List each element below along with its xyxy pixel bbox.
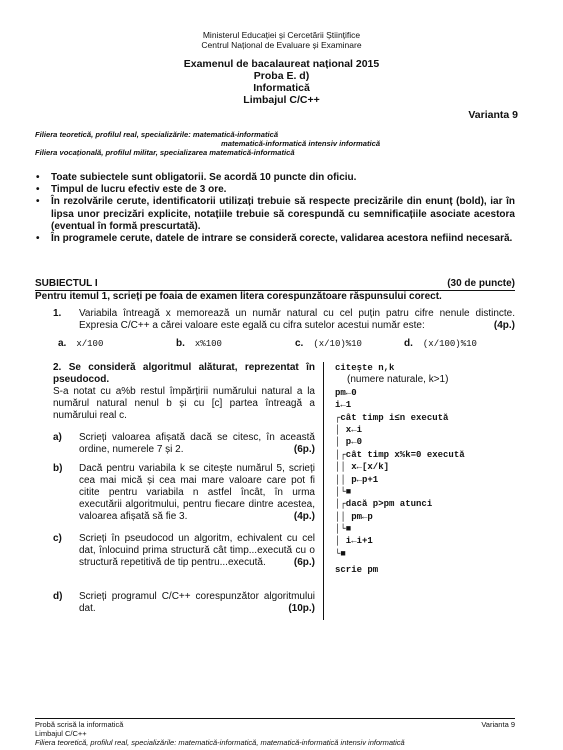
algo-line: i←1 xyxy=(335,400,352,411)
item-text: Dacă pentru variabila k se citește numărul 5, scrieți cea mai mică și cea mai mare valoare care pot fi citite pentru variabila n astfel încât, în urma executării algoritmului, pentru fiecare dintre acestea, valoarea afișată să fie 3. xyxy=(79,463,315,522)
algo-line: │└■ xyxy=(335,524,352,535)
option-code: x%100 xyxy=(194,339,222,349)
footer-line-2: Limbajul C/C++ xyxy=(35,729,87,738)
q1-option-c xyxy=(295,338,362,349)
filiera-line-2: matematică-informatică intensiv informatică xyxy=(221,139,381,149)
algo-line: │┌cât timp x%k=0 execută xyxy=(335,449,465,460)
q1-text: Variabila întreagă x memorează un număr natural cu cel puțin patru cifre nenule distincte. Expresia C/C++ a cărei valoare este egală cu cifra sutelor acestui număr este: xyxy=(79,308,515,331)
item-points: (10p.) xyxy=(288,603,315,614)
filiera-line-3: Filiera vocațională, profilul militar, specializarea matematică-informatică xyxy=(35,148,295,158)
algo-line: scrie pm xyxy=(335,565,379,576)
option-letter: a. xyxy=(58,338,67,349)
item-label: d) xyxy=(53,591,63,602)
algo-line: ││ x←[x/k] xyxy=(335,462,390,473)
rule-item: • În rezolvările cerute, identificatorii utilizați trebuie să respecte precizările din enunț (bold), iar în lipsa unor precizări explicite, notațiile trebuie să corespundă cu semnificațiile asociate acestora (eventual în formă prescurtată). xyxy=(35,196,515,233)
footer-line-3: Filiera teoretică, profilul real, specializările: matematică-informatică, matematică-informatică intensiv informatică xyxy=(35,738,405,747)
algo-line: │└■ xyxy=(335,486,352,497)
footer-divider xyxy=(35,718,515,719)
subject-title: SUBIECTUL I xyxy=(35,278,98,289)
algo-line: pm←0 xyxy=(335,387,357,398)
option-code: (x/100)%10 xyxy=(422,339,477,349)
variant-label: Varianta 9 xyxy=(468,109,518,121)
algo-line: │ i←i+1 xyxy=(335,536,373,547)
q2-item-a xyxy=(53,432,315,456)
rules-list xyxy=(35,172,515,245)
q2-item-b xyxy=(53,463,315,523)
exam-title-block xyxy=(0,58,563,106)
center-name: Centrul Național de Evaluare și Examinare xyxy=(201,40,362,50)
algo-line: (numere naturale, k>1) xyxy=(347,374,449,386)
rule-item: • Toate subiectele sunt obligatorii. Se acordă 10 puncte din oficiu. xyxy=(35,172,515,184)
exam-title: Examenul de bacalaureat național 2015 xyxy=(183,58,380,70)
algo-line: citește n,k xyxy=(335,363,395,373)
item-text: Scrieți valoarea afișată dacă se citesc, în această ordine, numerele 7 și 2. xyxy=(79,432,315,455)
option-letter: b. xyxy=(176,338,185,349)
algo-line: ││ p←p+1 xyxy=(335,474,379,485)
subject-heading xyxy=(35,278,515,291)
q2-intro-block xyxy=(53,362,315,422)
item-label: c) xyxy=(53,533,62,544)
algo-line: ┌cât timp i≤n execută xyxy=(335,412,449,423)
item-points: (6p.) xyxy=(293,444,315,455)
q1-option-b xyxy=(176,338,222,349)
exam-subject: Informatică xyxy=(253,82,310,94)
q1-points: (4p.) xyxy=(493,320,515,331)
footer-variant: Varianta 9 xyxy=(481,720,515,729)
item-points: (4p.) xyxy=(293,511,315,522)
q2-intro: S-a notat cu a%b restul împărțirii numărului natural a la numărul natural nenul b și cu [c] partea întreagă a numărului real c. xyxy=(53,386,315,421)
ministry-name: Ministerul Educației și Cercetării Științifice xyxy=(202,30,361,40)
ministry-header xyxy=(0,30,563,50)
item-label: a) xyxy=(53,432,62,443)
algo-line: │┌dacă p>pm atunci xyxy=(335,499,433,510)
q1-option-a xyxy=(58,338,103,349)
exam-proba: Proba E. d) xyxy=(253,70,310,82)
algo-line: └■ xyxy=(335,548,346,559)
option-letter: c. xyxy=(295,338,304,349)
rule-item: • În programele cerute, datele de intrare se consideră corecte, validarea acestora nefiind necesară. xyxy=(35,233,515,245)
algo-line: │ x←i xyxy=(335,424,363,435)
instruction: Pentru itemul 1, scrieți pe foaia de examen litera corespunzătoare răspunsului corect. xyxy=(35,291,442,302)
q2-heading: 2. Se consideră algoritmul alăturat, reprezentat în pseudocod. xyxy=(53,362,315,385)
option-code: (x/10)%10 xyxy=(313,339,362,349)
filiera-line-1: Filiera teoretică, profilul real, specializările: matematică-informatică xyxy=(35,130,279,139)
filiera-block xyxy=(35,130,380,158)
footer-left xyxy=(35,720,405,747)
q2-item-c xyxy=(53,533,315,569)
item-text: Scrieți programul C/C++ corespunzător algoritmului dat. xyxy=(79,591,315,614)
q2-item-d xyxy=(53,591,315,615)
q1-option-d xyxy=(404,338,477,349)
item-label: b) xyxy=(53,463,63,474)
item-points: (6p.) xyxy=(293,557,315,568)
option-letter: d. xyxy=(404,338,413,349)
option-code: x/100 xyxy=(76,339,104,349)
rule-item: • Timpul de lucru efectiv este de 3 ore. xyxy=(35,184,515,196)
pseudocode-block xyxy=(335,362,465,577)
algo-line: ││ pm←p xyxy=(335,511,373,522)
footer-line-1: Probă scrisă la informatică xyxy=(35,720,124,729)
algo-line: │ p←0 xyxy=(335,437,363,448)
subject-points: (30 de puncte) xyxy=(447,278,515,289)
q1-number: 1. xyxy=(53,308,62,319)
column-divider xyxy=(323,362,324,620)
exam-language: Limbajul C/C++ xyxy=(243,94,320,106)
item-text: Scrieți în pseudocod un algoritm, echivalent cu cel dat, înlocuind prima structură cât timp...execută cu o structură repetitivă de tip pentru...execută. xyxy=(79,533,315,568)
